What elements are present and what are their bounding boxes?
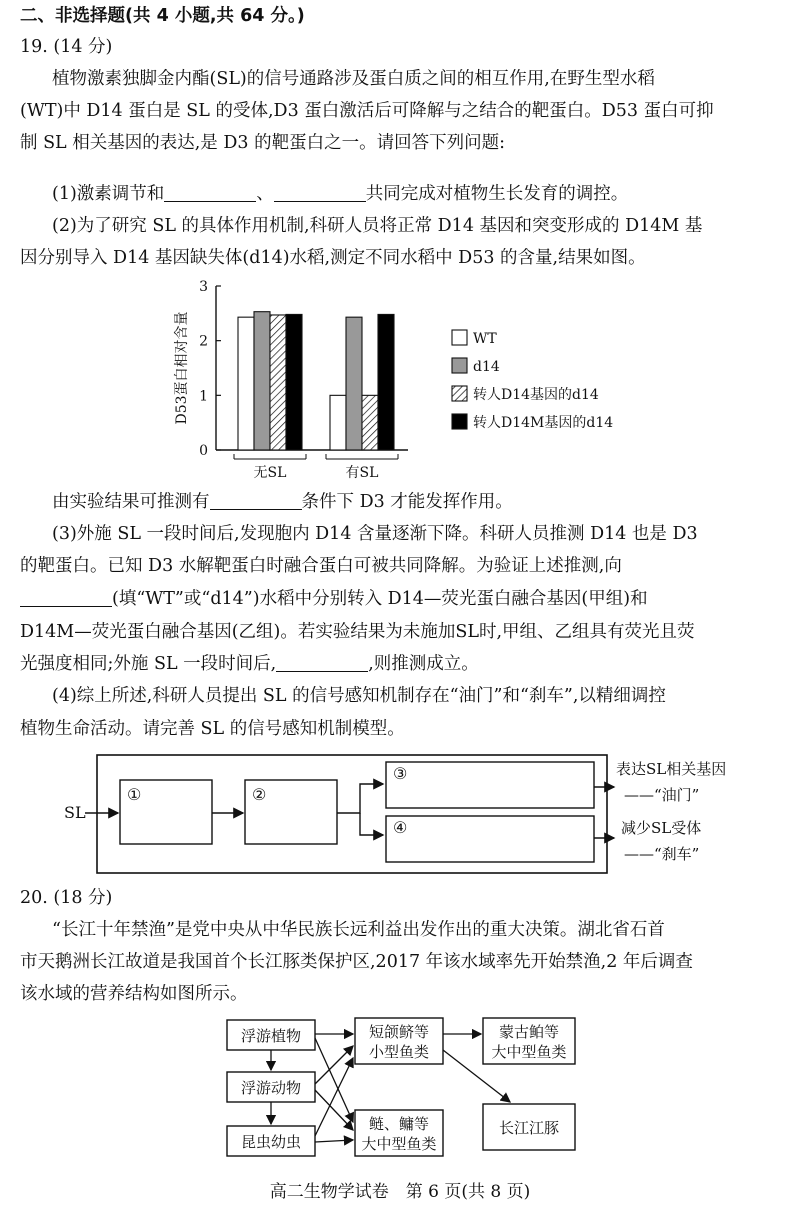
- chart-y-tick-label: 3: [199, 279, 208, 295]
- chart-bar: [362, 395, 378, 450]
- q19-part1-b: 、: [256, 184, 274, 204]
- chart-category-label: 有SL: [345, 465, 379, 481]
- chart-bar: [270, 315, 286, 450]
- q19-number: 19. (14 分): [20, 37, 113, 57]
- answer-blank-4[interactable]: [20, 588, 112, 607]
- chart-legend-label: 转人D14M基因的d14: [473, 415, 614, 431]
- q20-intro-line3: 该水域的营养结构如图所示。: [20, 984, 248, 1004]
- q19-part1-c: 共同完成对植物生长发育的调控。: [365, 184, 629, 204]
- q19-part3-line3: [20, 587, 648, 611]
- q19-part3-line5-b: ,则推测成立。: [368, 654, 479, 674]
- chart-bar: [286, 314, 302, 450]
- q19-part3-line3-text: (填“WT”或“d14”)水稻中分别转入 D14—荧光蛋白融合基因(甲组)和: [112, 589, 648, 609]
- q19-part3-line5: [20, 652, 479, 676]
- chart-legend-swatch: [452, 330, 467, 345]
- q19-part2-follow-b: 条件下 D3 才能发挥作用。: [301, 492, 513, 512]
- q19-part1-a: (1)激素调节和: [52, 184, 165, 204]
- arrow-insect-mid: [315, 1140, 353, 1142]
- answer-blank-1[interactable]: [164, 183, 256, 202]
- chart-bar: [238, 317, 254, 450]
- answer-blank-3[interactable]: [210, 491, 302, 510]
- chart-legend-label: WT: [473, 331, 497, 347]
- q20-intro-line2: 市天鹅洲长江故道是我国首个长江豚类保护区,2017 年该水域率先开始禁渔,2 年后调查: [20, 952, 693, 972]
- q19-intro-line2: (WT)中 D14 蛋白是 SL 的受体,D3 蛋白激活后可降解与之结合的靶蛋白。D53 蛋白可抑: [20, 101, 714, 121]
- model-output-3-tag: ——“油门”: [624, 786, 700, 804]
- node-yangtze-porpoise-label: 长江江豚: [498, 1119, 560, 1137]
- node-small-fish-label-1: 短颌鲚等: [368, 1023, 430, 1041]
- model-box-4[interactable]: [386, 816, 594, 862]
- sl-signal-model-diagram: [0, 750, 800, 880]
- model-box-3[interactable]: [386, 762, 594, 808]
- q20-intro-line1: “长江十年禁渔”是党中央从中华民族长远利益出发作出的重大决策。湖北省石首: [52, 920, 665, 940]
- chart-legend-swatch: [452, 414, 467, 429]
- chart-bar: [330, 395, 346, 450]
- section-header: 二、非选择题(共 4 小题,共 64 分。): [20, 6, 305, 26]
- chart-category-label: 无SL: [253, 465, 287, 481]
- q19-part2-follow: [52, 490, 513, 514]
- q19-part2-line1: (2)为了研究 SL 的具体作用机制,科研人员将正常 D14 基因和突变形成的 D14M 基: [52, 216, 703, 236]
- model-box-3-label: ③: [393, 764, 408, 783]
- node-zooplankton-label: 浮游动物: [240, 1079, 302, 1097]
- model-output-3: 表达SL相关基因: [616, 760, 727, 778]
- chart-y-axis-label: D53蛋白相对含量: [174, 311, 190, 425]
- model-output-4: 减少SL受体: [621, 819, 702, 837]
- chart-y-tick-label: 0: [199, 443, 208, 459]
- model-box-2-label: ②: [252, 785, 267, 804]
- chart-y-tick-label: 1: [199, 388, 208, 405]
- node-phytoplankton-label: 浮游植物: [240, 1027, 302, 1045]
- q19-intro-line1: 植物激素独脚金内酯(SL)的信号通路涉及蛋白质之间的相互作用,在野生型水稻: [52, 69, 655, 89]
- chart-legend-swatch: [452, 386, 467, 401]
- q19-part3-line5-a: 光强度相同;外施 SL 一段时间后,: [20, 654, 277, 674]
- chart-y-tick-label: 2: [199, 333, 208, 350]
- node-mongolian-culter-label-1: 蒙古鲌等: [498, 1023, 560, 1041]
- q19-part2-follow-a: 由实验结果可推测有: [52, 492, 210, 512]
- q19-part2-line2: 因分别导入 D14 基因缺失体(d14)水稻,测定不同水稻中 D53 的含量,结果如图。: [20, 248, 646, 268]
- node-small-fish-label-2: 小型鱼类: [368, 1043, 430, 1061]
- answer-blank-5[interactable]: [276, 653, 368, 672]
- q19-part1: [52, 182, 628, 206]
- q19-part4-line2: 植物生命活动。请完善 SL 的信号感知机制模型。: [20, 719, 405, 739]
- node-silver-carp-label-1: 鲢、鳙等: [368, 1115, 430, 1133]
- page-footer: 高二生物学试卷 第 6 页(共 8 页): [269, 1182, 531, 1202]
- q19-part4-line1: (4)综上所述,科研人员提出 SL 的信号感知机制存在“油门”和“刹车”,以精细调控: [52, 686, 666, 706]
- model-box-1-label: ①: [127, 785, 142, 804]
- node-insect-larvae-label: 昆虫幼虫: [240, 1133, 302, 1151]
- q20-number: 20. (18 分): [20, 888, 113, 908]
- chart-legend-label: 转人D14基因的d14: [473, 387, 599, 403]
- food-web-diagram: [0, 1012, 800, 1162]
- model-box-4-label: ④: [393, 818, 408, 837]
- chart-bar: [378, 314, 394, 450]
- q19-intro-line3: 制 SL 相关基因的表达,是 D3 的靶蛋白之一。请回答下列问题:: [20, 133, 505, 153]
- node-silver-carp-label-2: 大中型鱼类: [361, 1135, 437, 1153]
- chart-legend-swatch: [452, 358, 467, 373]
- model-input-sl: SL: [64, 803, 86, 822]
- d53-bar-chart: [160, 278, 640, 488]
- node-mongolian-culter-label-2: 大中型鱼类: [491, 1043, 567, 1061]
- q19-part3-line4: D14M—荧光蛋白融合基因(乙组)。若实验结果为未施加SL时,甲组、乙组具有荧光且荧: [20, 622, 695, 642]
- q19-part3-line1: (3)外施 SL 一段时间后,发现胞内 D14 含量逐渐下降。科研人员推测 D14 也是 D3: [52, 524, 698, 544]
- q19-part3-line2: 的靶蛋白。已知 D3 水解靶蛋白时融合蛋白可被共同降解。为验证上述推测,向: [20, 556, 622, 576]
- arrow-2-to-4: [360, 813, 383, 835]
- chart-legend-label: d14: [473, 359, 500, 375]
- chart-bar: [254, 312, 270, 450]
- chart-bar: [346, 317, 362, 450]
- model-output-4-tag: ——“刹车”: [624, 845, 700, 863]
- answer-blank-2[interactable]: [274, 183, 366, 202]
- arrow-2-to-3: [337, 784, 383, 813]
